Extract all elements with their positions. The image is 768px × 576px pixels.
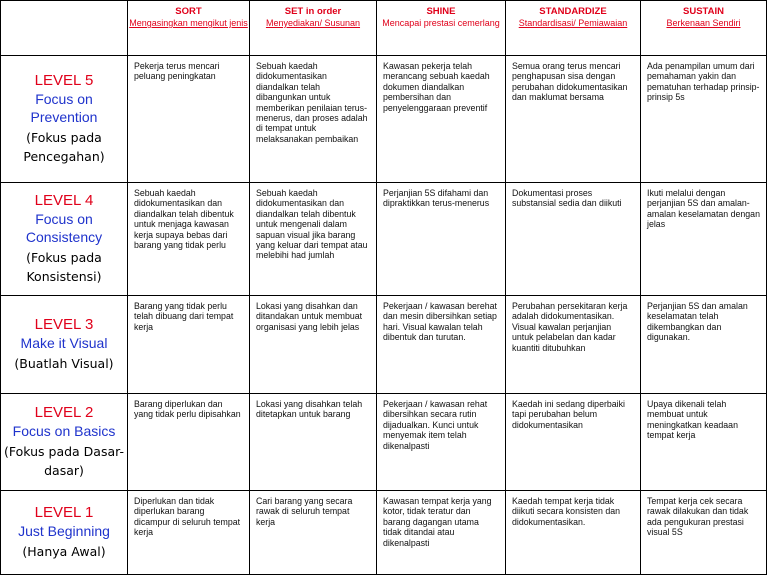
level-subtitle: (Fokus pada Konsistensi) (26, 250, 102, 284)
table-cell-shine: Pekerjaan / kawasan berehat dan mesin dibersihkan setiap hari. Visual kawalan telah dibentuk dan turutan. (377, 296, 506, 394)
header-set-in-order (250, 1, 377, 56)
table-cell-set-in-order: Lokasi yang disahkan telah ditetapkan untuk barang (250, 394, 377, 491)
level-row-1 (1, 491, 767, 575)
table-cell-sort: Barang diperlukan dan yang tidak perlu dipisahkan (128, 394, 250, 491)
table-cell-sort: Diperlukan dan tidak diperlukan barang dicampur di seluruh tempat kerja (128, 491, 250, 575)
level-subtitle: (Fokus pada Dasar-dasar) (3, 444, 124, 478)
level-number: LEVEL 4 (34, 192, 94, 209)
table-cell-sustain: Perjanjian 5S dan amalan keselamatan telah dikembangkan dan digunakan. (641, 296, 767, 394)
table-cell-standardize: Semua orang terus mencari penghapusan sisa dengan perubahan didokumentasikan dan maklumat bersama (506, 56, 641, 183)
table-cell-standardize: Kaedah ini sedang diperbaiki tapi perubahan belum didokumentasikan (506, 394, 641, 491)
level-label-cell (1, 394, 128, 491)
table-cell-standardize: Kaedah tempat kerja tidak diikuti secara konsisten dan didokumentasikan. (506, 491, 641, 575)
table-cell-standardize: Dokumentasi proses substansial sedia dan diikuti (506, 183, 641, 296)
header-subtitle: Mencapai prestasi cemerlang (382, 18, 500, 28)
level-label-cell (1, 296, 128, 394)
header-sort (128, 1, 250, 56)
table-cell-shine: Pekerjaan / kawasan rehat dibersihkan secara rutin dijadualkan. Kunci untuk menyemak item telah dikenalpasti (377, 394, 506, 491)
level-name: Focus on Consistency (25, 211, 103, 245)
header-subtitle: Berkenaan Sendiri (666, 18, 741, 28)
level-subtitle: (Buatlah Visual) (14, 356, 114, 371)
header-name: SUSTAIN (683, 6, 724, 17)
header-sustain (641, 1, 767, 56)
table-cell-sustain: Upaya dikenali telah membuat untuk meningkatkan keadaan tempat kerja (641, 394, 767, 491)
table-cell-sort: Pekerja terus mencari peluang peningkatan (128, 56, 250, 183)
level-row-2 (1, 394, 767, 491)
header-row (1, 1, 767, 56)
table-cell-sustain: Tempat kerja cek secara rawak dilakukan dan tidak ada pengukuran prestasi visual 5S (641, 491, 767, 575)
header-standardize (506, 1, 641, 56)
level-name: Make it Visual (20, 335, 108, 351)
level-number: LEVEL 5 (34, 72, 94, 89)
table-cell-set-in-order: Sebuah kaedah didokumentasikan diandalkan telah dibangunkan untuk memberikan penilaian terus-menerus, dan proses adalah di tempat untuk melaksanakan pembaikan (250, 56, 377, 183)
header-name: STANDARDIZE (539, 6, 607, 17)
level-label-cell (1, 491, 128, 575)
table-cell-set-in-order: Lokasi yang disahkan dan ditandakan untuk membuat organisasi yang lebih jelas (250, 296, 377, 394)
level-label-cell (1, 56, 128, 183)
header-shine (377, 1, 506, 56)
table-cell-sustain: Ikuti melalui dengan perjanjian 5S dan amalan-amalan keselamatan dengan jelas (641, 183, 767, 296)
header-subtitle: Standardisasi/ Pemiawaian (518, 18, 628, 28)
level-subtitle: (Hanya Awal) (22, 544, 106, 559)
table-cell-set-in-order: Cari barang yang secara rawak di seluruh tempat kerja (250, 491, 377, 575)
header-name: SET in order (284, 6, 342, 17)
table-cell-sustain: Ada penampilan umum dari pemahaman yakin dan pematuhan terhadap prinsip-prinsip 5s (641, 56, 767, 183)
level-name: Just Beginning (18, 523, 110, 539)
header-name: SHINE (426, 6, 456, 17)
header-corner (1, 1, 128, 56)
table-cell-shine: Kawasan pekerja telah merancang sebuah kaedah dokumen diandalkan pembersihan dan penyelenggaraan preventif (377, 56, 506, 183)
level-subtitle: (Fokus pada Pencegahan) (23, 130, 105, 164)
level-row-4 (1, 183, 767, 296)
level-number: LEVEL 2 (34, 404, 94, 421)
header-subtitle: Mengasingkan mengikut jenis (129, 18, 248, 28)
header-subtitle: Menyediakan/ Susunan (265, 18, 361, 28)
table-cell-shine: Perjanjian 5S difahami dan dipraktikkan terus-menerus (377, 183, 506, 296)
level-name: Focus on Prevention (30, 91, 98, 125)
table-cell-set-in-order: Sebuah kaedah didokumentasikan dan diandalkan telah dibentuk untuk mengenali dalam sapuan visual jika barang yang keluar dari tempat atau melebihi had jumlah (250, 183, 377, 296)
table-cell-standardize: Perubahan persekitaran kerja adalah didokumentasikan. Visual kawalan perjanjian untuk pelabelan dan kadar kuantiti ditubuhkan (506, 296, 641, 394)
table-cell-shine: Kawasan tempat kerja yang kotor, tidak teratur dan barang dagangan utama tidak ditandai atau dikenalpasti (377, 491, 506, 575)
level-number: LEVEL 3 (34, 316, 94, 333)
level-name: Focus on Basics (12, 423, 116, 439)
level-label-cell (1, 183, 128, 296)
header-name: SORT (175, 6, 202, 17)
level-row-5 (1, 56, 767, 183)
level-row-3 (1, 296, 767, 394)
table-cell-sort: Sebuah kaedah didokumentasikan dan diandalkan telah dibentuk untuk menjaga kawasan kerja supaya bebas dari barang yang tidak perlu (128, 183, 250, 296)
level-number: LEVEL 1 (34, 504, 94, 521)
table-cell-sort: Barang yang tidak perlu telah dibuang dari tempat kerja (128, 296, 250, 394)
